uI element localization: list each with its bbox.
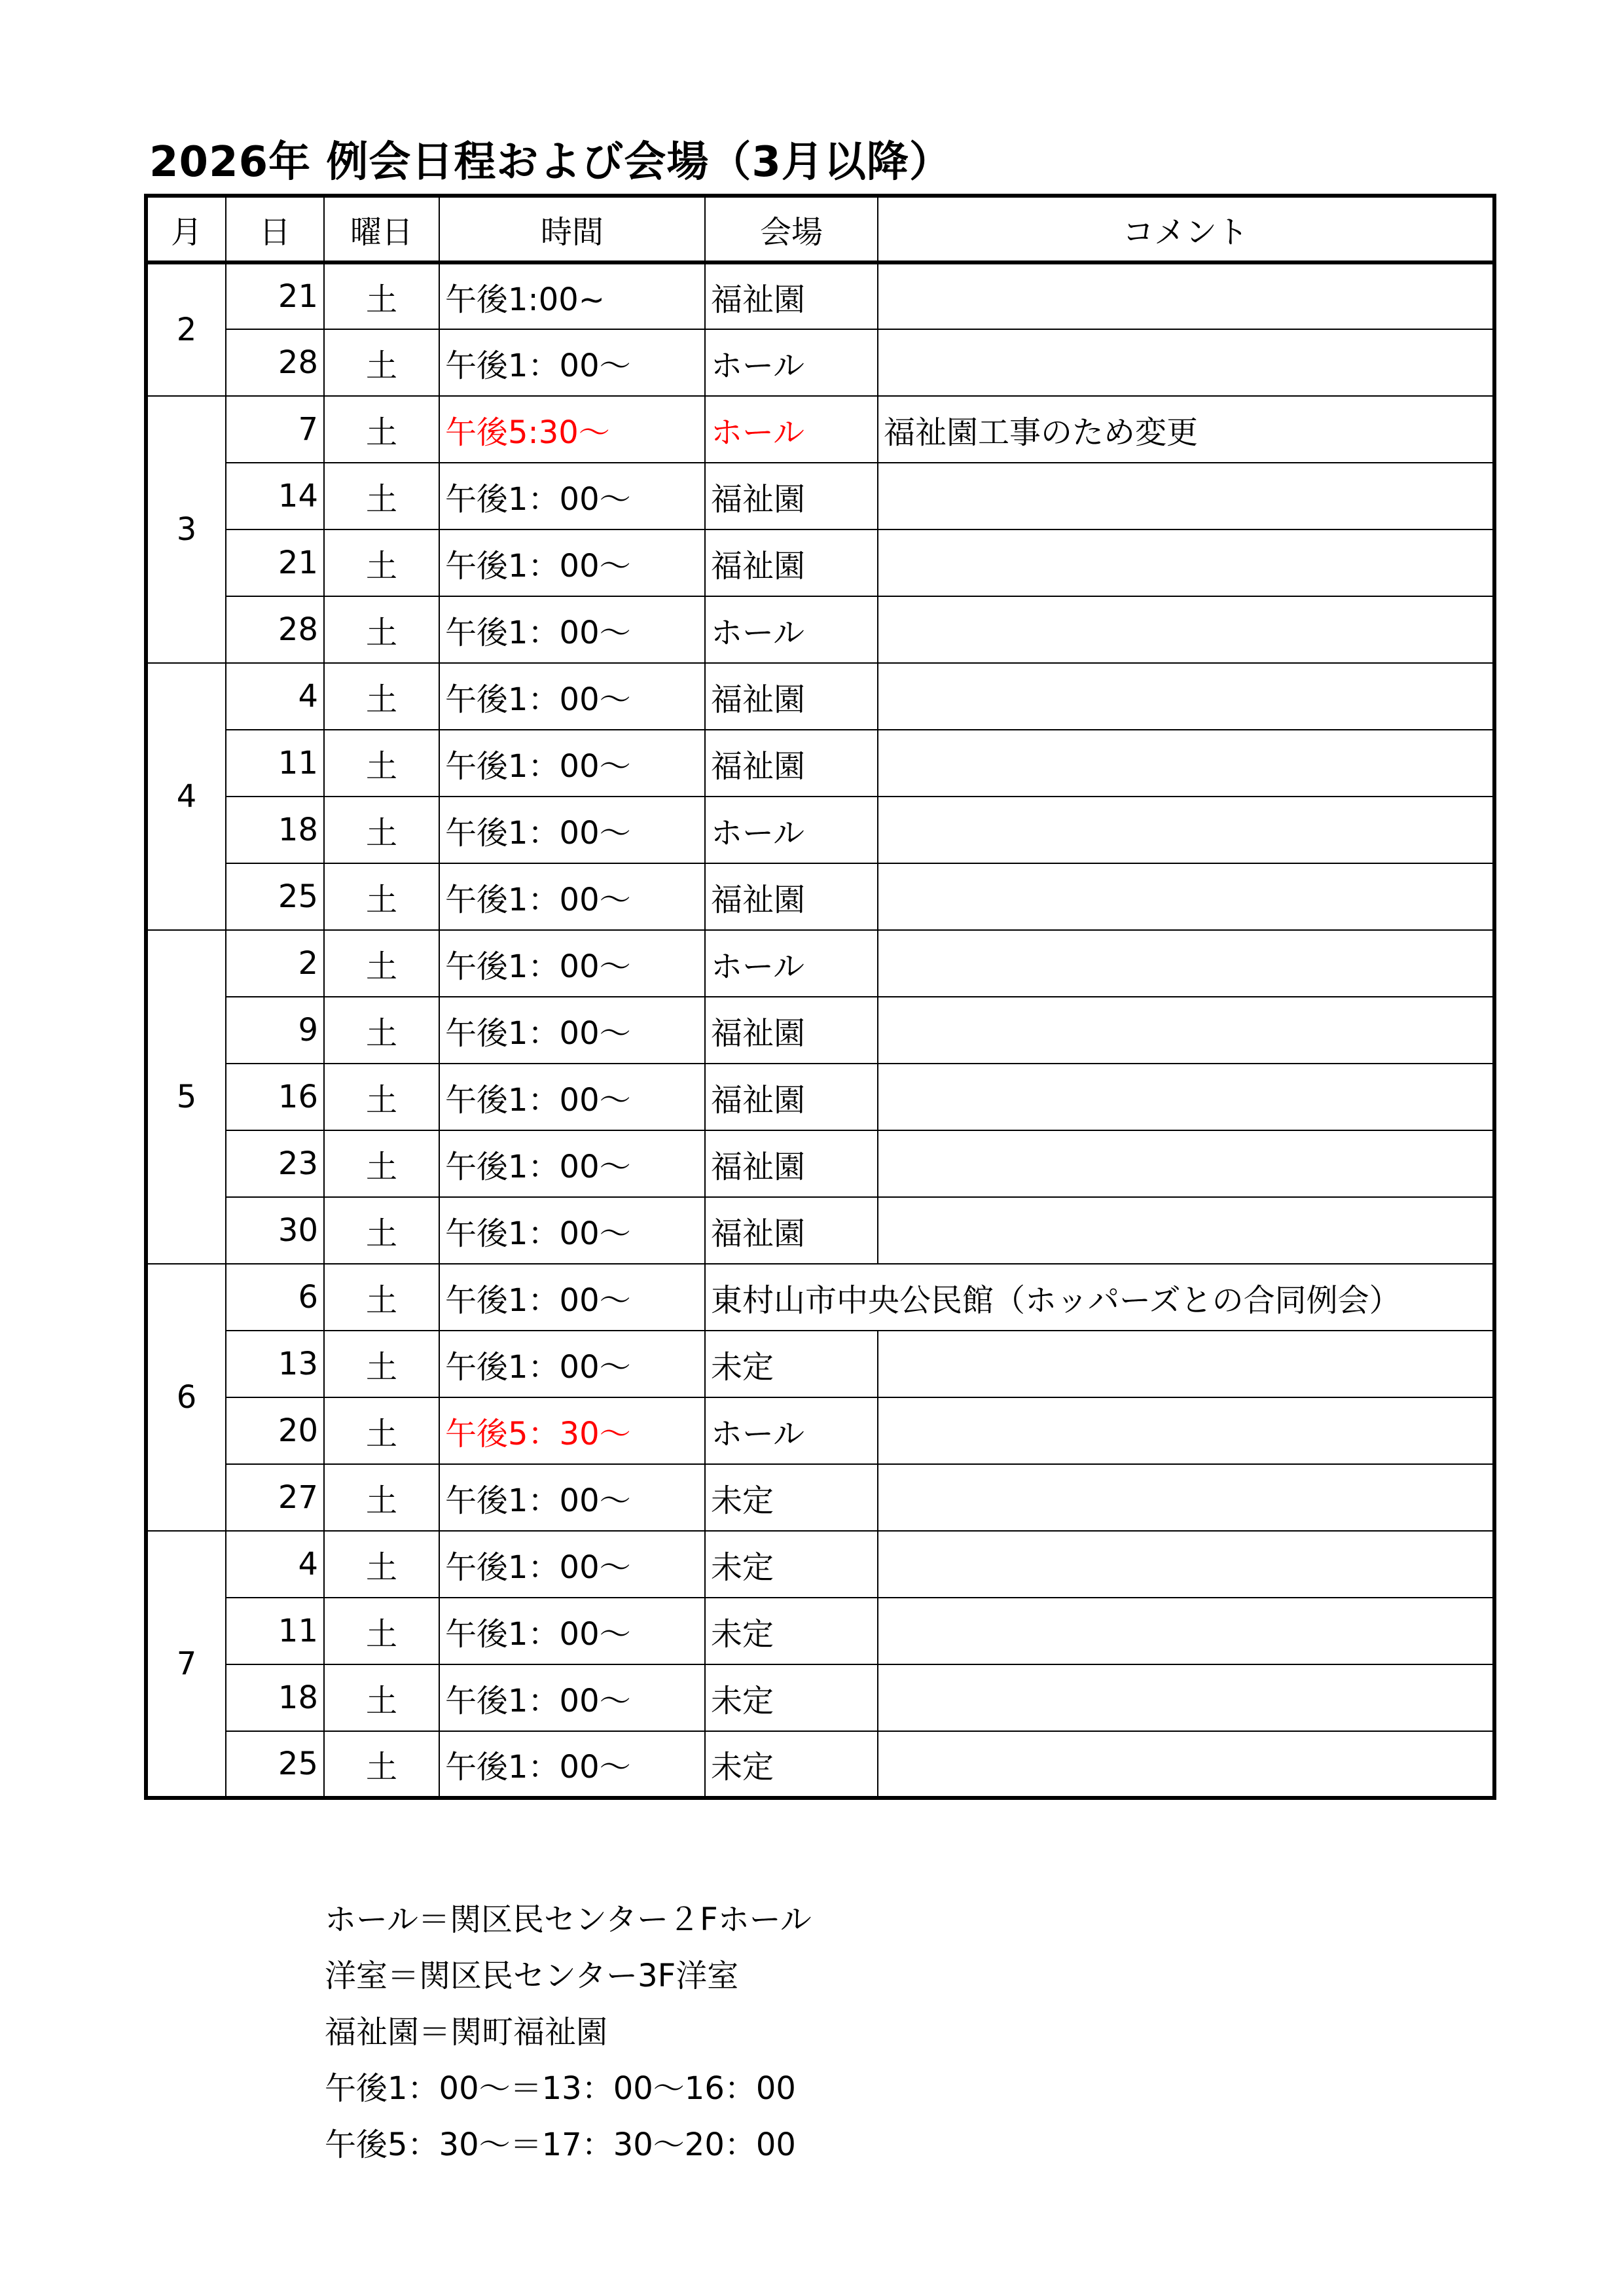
weekday-cell: 土 <box>324 1397 439 1464</box>
comment-cell <box>878 329 1494 396</box>
day-cell: 28 <box>226 596 324 663</box>
month-cell: 3 <box>146 396 226 663</box>
time-cell: 午後1：00～ <box>439 1064 705 1130</box>
header-time: 時間 <box>439 196 705 262</box>
table-row <box>146 1598 1494 1664</box>
day-cell: 28 <box>226 329 324 396</box>
day-cell: 2 <box>226 930 324 997</box>
comment-cell <box>878 1598 1494 1664</box>
day-cell: 13 <box>226 1331 324 1397</box>
header-day: 日 <box>226 196 324 262</box>
table-row <box>146 1064 1494 1130</box>
venue-cell: 福祉園 <box>705 730 878 797</box>
comment-cell <box>878 1331 1494 1397</box>
day-cell: 11 <box>226 730 324 797</box>
weekday-cell: 土 <box>324 1197 439 1264</box>
table-row <box>146 797 1494 863</box>
venue-cell: 福祉園 <box>705 463 878 529</box>
month-cell: 5 <box>146 930 226 1264</box>
time-cell: 午後1：00～ <box>439 1197 705 1264</box>
note-line: ホール＝関区民センター２Fホール <box>325 1901 812 1938</box>
table-row <box>146 596 1494 663</box>
comment-cell <box>878 730 1494 797</box>
venue-cell: ホール <box>705 797 878 863</box>
month-cell: 6 <box>146 1264 226 1531</box>
venue-cell: 未定 <box>705 1598 878 1664</box>
table-row <box>146 930 1494 997</box>
venue-cell: 東村山市中央公民館（ホッパーズとの合同例会） <box>705 1264 1494 1331</box>
comment-cell <box>878 529 1494 596</box>
day-cell: 18 <box>226 1664 324 1731</box>
table-row <box>146 1397 1494 1464</box>
note-line: 午後5：30～＝17：30～20：00 <box>325 2126 796 2163</box>
time-cell: 午後1：00～ <box>439 663 705 730</box>
note-line: 福祉園＝関町福祉園 <box>325 2014 608 2051</box>
day-cell: 7 <box>226 396 324 463</box>
time-cell: 午後1：00～ <box>439 1531 705 1598</box>
table-row <box>146 730 1494 797</box>
time-cell: 午後1：00～ <box>439 797 705 863</box>
weekday-cell: 土 <box>324 329 439 396</box>
table-row <box>146 663 1494 730</box>
time-cell: 午後5：30～ <box>439 1397 705 1464</box>
header-month: 月 <box>146 196 226 262</box>
time-cell: 午後1：00～ <box>439 997 705 1064</box>
venue-cell: ホール <box>705 329 878 396</box>
venue-cell: 未定 <box>705 1664 878 1731</box>
venue-cell: 福祉園 <box>705 1197 878 1264</box>
table-row <box>146 329 1494 396</box>
day-cell: 25 <box>226 1731 324 1798</box>
time-cell: 午後1：00～ <box>439 529 705 596</box>
time-cell: 午後1：00～ <box>439 1331 705 1397</box>
day-cell: 4 <box>226 1531 324 1598</box>
table-row <box>146 997 1494 1064</box>
day-cell: 20 <box>226 1397 324 1464</box>
comment-cell: 福祉園工事のため変更 <box>878 396 1494 463</box>
comment-cell <box>878 463 1494 529</box>
venue-cell: 未定 <box>705 1731 878 1798</box>
weekday-cell: 土 <box>324 1130 439 1197</box>
header-venue: 会場 <box>705 196 878 262</box>
day-cell: 16 <box>226 1064 324 1130</box>
comment-cell <box>878 663 1494 730</box>
comment-cell <box>878 262 1494 329</box>
day-cell: 14 <box>226 463 324 529</box>
month-cell: 4 <box>146 663 226 930</box>
venue-cell: ホール <box>705 930 878 997</box>
weekday-cell: 土 <box>324 262 439 329</box>
weekday-cell: 土 <box>324 1731 439 1798</box>
day-cell: 30 <box>226 1197 324 1264</box>
schedule-table <box>144 194 1496 1800</box>
weekday-cell: 土 <box>324 1664 439 1731</box>
venue-cell: 福祉園 <box>705 529 878 596</box>
weekday-cell: 土 <box>324 396 439 463</box>
venue-cell: 福祉園 <box>705 997 878 1064</box>
comment-cell <box>878 1397 1494 1464</box>
weekday-cell: 土 <box>324 529 439 596</box>
weekday-cell: 土 <box>324 1464 439 1531</box>
comment-cell <box>878 997 1494 1064</box>
comment-cell <box>878 797 1494 863</box>
time-cell: 午後1：00～ <box>439 730 705 797</box>
weekday-cell: 土 <box>324 1064 439 1130</box>
time-cell: 午後1：00～ <box>439 1664 705 1731</box>
weekday-cell: 土 <box>324 1531 439 1598</box>
comment-cell <box>878 1130 1494 1197</box>
table-row <box>146 529 1494 596</box>
weekday-cell: 土 <box>324 1264 439 1331</box>
month-cell: 7 <box>146 1531 226 1798</box>
table-row <box>146 1264 1494 1331</box>
time-cell: 午後1：00～ <box>439 1731 705 1798</box>
note-line: 洋室＝関区民センター3F洋室 <box>325 1958 739 1994</box>
time-cell: 午後1：00～ <box>439 1464 705 1531</box>
time-cell: 午後1：00～ <box>439 463 705 529</box>
table-row <box>146 463 1494 529</box>
day-cell: 21 <box>226 262 324 329</box>
weekday-cell: 土 <box>324 730 439 797</box>
venue-cell: ホール <box>705 396 878 463</box>
day-cell: 4 <box>226 663 324 730</box>
venue-cell: 未定 <box>705 1331 878 1397</box>
time-cell: 午後1：00～ <box>439 329 705 396</box>
weekday-cell: 土 <box>324 663 439 730</box>
venue-cell: 福祉園 <box>705 262 878 329</box>
day-cell: 25 <box>226 863 324 930</box>
time-cell: 午後1：00～ <box>439 1598 705 1664</box>
table-row <box>146 1464 1494 1531</box>
day-cell: 23 <box>226 1130 324 1197</box>
time-cell: 午後1：00～ <box>439 1264 705 1331</box>
weekday-cell: 土 <box>324 1598 439 1664</box>
page-title: 2026年 例会日程および会場（3月以降） <box>149 138 952 187</box>
table-row <box>146 1130 1494 1197</box>
weekday-cell: 土 <box>324 596 439 663</box>
time-cell: 午後5:30～ <box>439 396 705 463</box>
table-row <box>146 1731 1494 1798</box>
venue-cell: 福祉園 <box>705 863 878 930</box>
time-cell: 午後1：00～ <box>439 863 705 930</box>
venue-cell: ホール <box>705 1397 878 1464</box>
month-cell: 2 <box>146 262 226 396</box>
comment-cell <box>878 1531 1494 1598</box>
comment-cell <box>878 1464 1494 1531</box>
table-row <box>146 1331 1494 1397</box>
day-cell: 6 <box>226 1264 324 1331</box>
header-comment: コメント <box>878 196 1494 262</box>
comment-cell <box>878 930 1494 997</box>
comment-cell <box>878 863 1494 930</box>
venue-cell: 福祉園 <box>705 1130 878 1197</box>
time-cell: 午後1：00～ <box>439 930 705 997</box>
venue-cell: ホール <box>705 596 878 663</box>
table-row <box>146 1664 1494 1731</box>
weekday-cell: 土 <box>324 930 439 997</box>
day-cell: 18 <box>226 797 324 863</box>
comment-cell <box>878 1731 1494 1798</box>
table-row <box>146 262 1494 329</box>
header-weekday: 曜日 <box>324 196 439 262</box>
schedule-body <box>146 262 1494 1798</box>
venue-cell: 未定 <box>705 1464 878 1531</box>
legend-notes <box>325 1892 812 2173</box>
time-cell: 午後1:00~ <box>439 262 705 329</box>
comment-cell <box>878 1064 1494 1130</box>
table-row <box>146 1197 1494 1264</box>
header-row <box>146 196 1494 262</box>
table-row <box>146 396 1494 463</box>
venue-cell: 未定 <box>705 1531 878 1598</box>
weekday-cell: 土 <box>324 997 439 1064</box>
weekday-cell: 土 <box>324 1331 439 1397</box>
comment-cell <box>878 596 1494 663</box>
venue-cell: 福祉園 <box>705 663 878 730</box>
table-row <box>146 863 1494 930</box>
day-cell: 27 <box>226 1464 324 1531</box>
comment-cell <box>878 1664 1494 1731</box>
time-cell: 午後1：00～ <box>439 1130 705 1197</box>
day-cell: 11 <box>226 1598 324 1664</box>
comment-cell <box>878 1197 1494 1264</box>
table-row <box>146 1531 1494 1598</box>
note-line: 午後1：00～＝13：00～16：00 <box>325 2070 796 2107</box>
weekday-cell: 土 <box>324 463 439 529</box>
weekday-cell: 土 <box>324 863 439 930</box>
weekday-cell: 土 <box>324 797 439 863</box>
venue-cell: 福祉園 <box>705 1064 878 1130</box>
day-cell: 9 <box>226 997 324 1064</box>
day-cell: 21 <box>226 529 324 596</box>
time-cell: 午後1：00～ <box>439 596 705 663</box>
